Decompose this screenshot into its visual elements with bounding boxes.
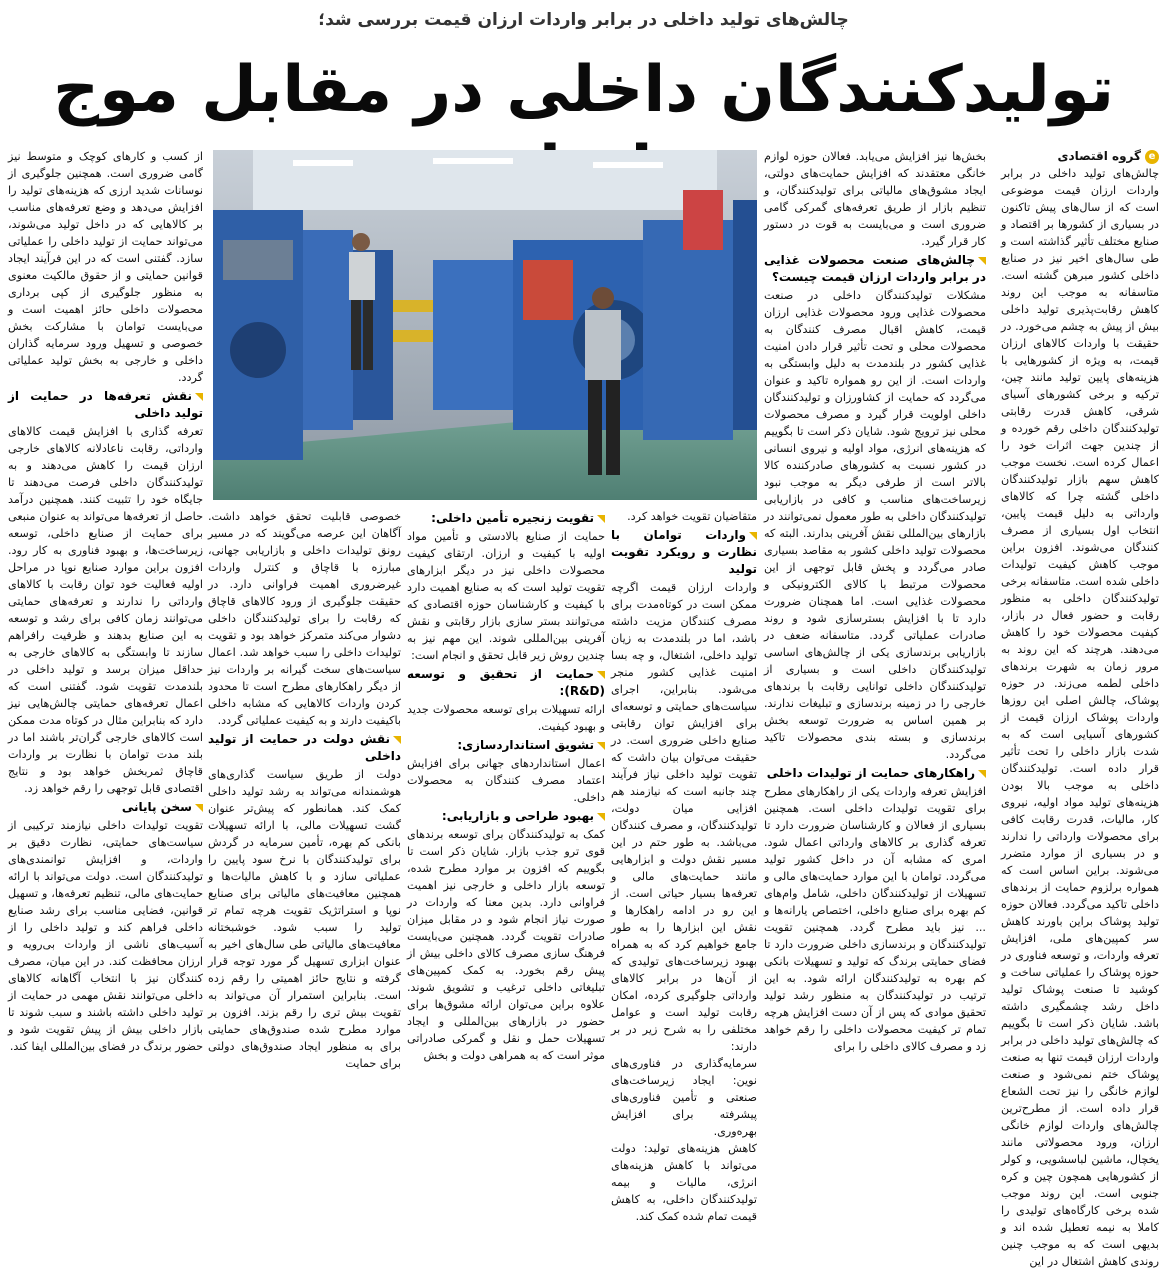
section-heading bbox=[407, 666, 605, 700]
author-name: گروه اقتصادی bbox=[1057, 149, 1141, 163]
section-heading-text: واردات توامان با نظارت و رویکرد تقویت تولید bbox=[611, 528, 757, 576]
paragraph: دولت از طریق سیاست گذاری‌های هوشمندانه می‌تواند به رشد تولید داخلی کمک کند. همانطور که پیش‌تر عنوان گشت تسهیلات مالی، با ارائه تسهیلات بانکی کم بهره، تأمین سرمایه در گردش برای تولیدکنندگان با نرخ سود پایین را عملیاتی سازد و با کاهش مالیات‌ها و همچنین معافیت‌های مالیاتی برای صنایع نوپا و استراتژیک تقویت هرچه تمام تر تولید را سبب شود. خوشبختانه معافیت‌های مالیاتی طی سال‌های اخیر به عنوان ابزاری تسهیل گر مورد توجه قرار گرفته و نتایج حائز اهمیتی را رقم زده است. بنابراین استمرار آن می‌تواند به تقویت بیش تری را رقم بزند. افزون بر موارد مطرح شده صندوق‌های حمایتی برای به منظور ایجاد صندوق‌های دولتی برای حمایت bbox=[208, 768, 401, 1070]
section-marker-icon bbox=[597, 515, 605, 523]
headline: تولیدکنندگان داخلی در مقابل موج bbox=[53, 53, 1114, 127]
paragraph: اعمال استانداردهای جهانی برای افزایش اعتماد مصرف کنندگان به محصولات داخلی. bbox=[407, 757, 605, 804]
section-heading bbox=[8, 388, 203, 422]
section-heading-text: چالش‌های صنعت محصولات غذایی در برابر واردات ارزان قیمت چیست؟ bbox=[764, 253, 986, 284]
section-heading-text: راهکارهای حمایت از تولیدات داخلی bbox=[766, 766, 975, 780]
section-marker-icon bbox=[749, 532, 757, 540]
section-marker-icon bbox=[195, 804, 203, 812]
section-heading-text: نقش تعرفه‌ها در حمایت از تولید داخلی bbox=[8, 389, 203, 420]
article-column-3 bbox=[611, 508, 757, 1223]
paragraph: سرمایه‌گذاری در فناوری‌های نوین: ایجاد زیرساخت‌های صنعتی و تأمین فناوری‌های پیشرفته برای افزایش بهره‌وری. bbox=[611, 1057, 757, 1138]
paragraph: بخش‌ها نیز افزایش می‌یابد. فعالان حوزه لوازم خانگی معتقدند که افزایش حمایت‌های دولتی، ایجاد مشوق‌های مالیاتی برای تولیدکنندگان، و تنظیم بازار از طریق تعرفه‌های گمرکی گامی ضروری است و می‌بایست به قوت در دستور کار قرار گیرد. bbox=[764, 150, 986, 248]
section-marker-icon bbox=[597, 813, 605, 821]
paragraph: افزایش تعرفه واردات یکی از راهکارهای مطرح برای تقویت تولیدات داخلی است. همچنین بسیاری از فعالان و کارشناسان ضرورت دارد تا تعرفه گذاری بر کالاهای وارداتی اعمال شود. امری که مشابه آن در داخل کشور تولید می‌گردد. توامان با این موارد حمایت‌های مالی و تسهیلات از تولیدکنندگان داخلی، شامل وام‌های کم بهره برای صنایع داخلی، اختصاص یارانه‌ها و ... نیز باید مطرح گردد. همچنین تقویت تولیدکنندگان و برندسازی داخلی ضرورت دارد تا فضای حمایتی برندگ که تولید و تسهیلات بانکی کم بهره به تولیدکنندگان ارائه شود. به این ترتیب در تولیدکنندگان به منظور رشد تولید تحقیق موادی که پس از آن دست افزایش هرچه تمام تر کیفیت محصولات داخلی را رقم خواهد زد و مصرف کالای داخلی را برای bbox=[764, 785, 986, 1053]
section-marker-icon bbox=[978, 257, 986, 265]
section-heading bbox=[611, 527, 757, 578]
section-heading bbox=[208, 731, 401, 765]
paragraph: چالش‌های تولید داخلی در برابر واردات ارزان قیمت موضوعی است که از سال‌های پیش تاکنون در بسیاری از کشورها بر اقتصاد و صنایع مختلف تأثیر گذاشته است و طی سال‌های اخیر نیز در صنایع داخلی کشور مبرهن گشته است. متاسفانه به موجب این روند کاهش رقابت‌پذیری تولید داخلی بیش از پیش به چشم می‌خورد. در حقیقت با واردات کالاهای ارزان قیمت، به ویژه از کشورهایی با هزینه‌های پایین تولید مانند چین، ترکیه و برخی کشورهای آسیای شرقی، کاهش قدرت رقابتی تولیدکنندگان داخلی رقم خورده و از چندین جهت اثرات خود را اعمال کرده است. نخست موجب کاهش سهم بازار تولیدکنندگان داخلی گشته چرا که کالاهای وارداتی به دلیل قیمت پایین، انتخاب اول بسیاری از مصرف کنندگان می‌شوند. افزون براین موجب کاهش کیفیت تولیدات داخلی شده است. متاسفانه برخی تولیدکنندگان داخلی به منظور رقابت و حضور فعال در بازار، کیفیت محصولات خود را کاهش می‌دهند. هرچند که این روند به مرور زمان به شهرت برندهای داخلی لطمه می‌زند. در حوزه پوشاک، چالش اصلی این روزها واردات پوشاک ارزان قیمت از کشورهای آسیایی است که به شدت بازار داخلی را تحت تأثیر قرار داده است. تولیدکنندگان داخلی به موجب بالا بودن هزینه‌های تولید مواد اولیه، نیروی کار، مالیات، قدرت رقابت کافی برای محصولات وارداتی را ندارند و در بسیاری از موارد متضرر می‌شوند. براین اساس است که همواره برلزوم حمایت از برندهای داخلی تاکید می‌گردد. فعالان حوزه تولید پوشاک براین باورند کاهش سر کمپین‌های ملی، افزایش تعرفه واردات، و توسعه فناوری در حوزه پوشاک را عملیاتی ساخت و کوشید تا صنعت پوشاک تولید داخل رشد چشمگیری داشته باشد. شایان ذکر است تا بگوییم که چالش‌های تولید داخلی در برابر واردات ارزان قیمت تنها به صنعت پوشاک ختم نمی‌شود و صنعت لوازم خانگی را نیز تحت الشعاع قرار داده است. از مطرح‌ترین چالش‌های واردات لوازم خانگی ارزان، ورود محصولاتی مانند یخچال، ماشین لباسشویی، و کولر از کشورهایی همچون چین و کره جنوبی است. این روند موجب شده برخی کارگاه‌های تولیدی را کاملا به نیمه تعطیل شده اند و بدیهی است که به موجب چنین روندی کاهش اشتغال در این bbox=[1001, 167, 1159, 1268]
paragraph: ارائه تسهیلات برای توسعه محصولات جدید و بهبود کیفیت. bbox=[407, 703, 605, 733]
section-heading-text: سخن پایانی bbox=[121, 800, 192, 814]
paragraph: کاهش هزینه‌های تولید: دولت می‌تواند با کاهش هزینه‌های انرژی، مالیات و بیمه تولیدکنندگان داخلی، به کاهش قیمت تمام شده کمک کند. bbox=[611, 1142, 757, 1223]
section-heading-text: حمایت از تحقیق و توسعه (R&D): bbox=[407, 667, 605, 698]
section-heading-text: نقش دولت در حمایت از تولید داخلی bbox=[208, 732, 401, 763]
factory-floor-image bbox=[213, 150, 757, 500]
article-column-1 bbox=[1001, 148, 1159, 1268]
section-heading bbox=[8, 799, 203, 816]
section-heading bbox=[764, 765, 986, 782]
section-marker-icon bbox=[597, 742, 605, 750]
section-heading-text: بهبود طراحی و بازاریابی: bbox=[441, 809, 594, 823]
section-heading bbox=[407, 737, 605, 754]
section-marker-icon bbox=[195, 393, 203, 401]
article-column-5 bbox=[208, 508, 401, 1070]
article-column-2 bbox=[764, 148, 986, 1053]
section-heading-text: تقویت زنجیره تأمین داخلی: bbox=[431, 511, 594, 525]
paragraph: واردات ارزان قیمت اگرچه ممکن است در کوتاه‌مدت برای مصرف کنندگان مزیت داشته باشد، اما در بلندمدت به زیان تولید داخلی، اشتغال، و چه بسا امنیت غذایی کشور منجر می‌شود. بنابراین، اجرای سیاست‌های حمایتی و توسعه‌ای برای افزایش توان رقابتی صنایع داخلی ضروری است. در حقیقت می‌توان بیان داشت که تقویت تولید داخلی نیاز فرآیند چند جانبه است که نیازمند هم افزایی میان دولت، تولیدکنندگان، و مصرف کنندگان می‌باشد. به طور حتم در این مسیر نقش دولت و ابزارهایی مانند حمایت‌های مالی و تعرفه‌ها بسیار حیاتی است. از این رو در ادامه راهکارها و نقش این ابزارها را به طور جامع خواهیم کرد که به همراه بهبود زیرساخت‌های تولیدی که از آن‌ها در برابر کالاهای وارداتی جلوگیری کرده، امکان رقابت تولید است و عوامل مختلفی را به شرح زیر در بر دارند: bbox=[611, 581, 757, 1053]
section-heading bbox=[407, 808, 605, 825]
paragraph: تعرفه گذاری با افزایش قیمت کالاهای وارداتی، رقابت ناعادلانه کالاهای خارجی ارزان قیمت را کاهش می‌دهند و به تولیدکنندگان داخلی فرصت می‌دهند تا جایگاه خود را تثبیت کنند. همچنین درآمد حاصل از تعرفه‌ها می‌تواند به عنوان منبعی برای حمایت از صنایع داخلی، توسعه زیرساخت‌ها، و بهبود فناوری به کار رود. افزون براین موارد صنایع نوپا در مراحل اولیه فعالیت خود توان رقابت با کالاهای وارداتی را ندارند و تعرفه‌های حمایتی می‌توانند زمان کافی برای رشد و توسعه به این صنایع بدهند و ظرفیت رافراهم سازند تا وابستگی به کالاهای خارجی به حداقل میزان برسد و تولید داخلی در بلندمدت تقویت شود. گفتنی است که اعمال تعرفه‌های حمایتی چالش‌هایی نیز دارد که بنابراین مثال در کوتاه مدت ممکن است کالاهای خارجی گران‌تر باشند اما در بلند مدت توامان با نظارت بر واردات قاچاق ثمربخش خواهد بود و نتایج اقتصادی قابل توجهی را رقم خواهد زد. bbox=[8, 425, 203, 795]
author-line bbox=[1001, 148, 1159, 165]
newspaper-logo-icon: e bbox=[1145, 150, 1159, 164]
section-marker-icon bbox=[393, 736, 401, 744]
factory-photo bbox=[213, 150, 757, 500]
paragraph: حمایت از صنایع بالادستی و تأمین مواد اولیه با کیفیت و ارزان. ارتقای کیفیت محصولات داخلی نیز در دیگر ابزارهای تقویت تولید است که به صنایع اهمیت دارد با کیفیت و کارشناسان حوزه اقتصادی که می‌توانند بستر سازی بازار رقابتی و نقش آفرینی بین‌المللی شوند. این مهم نیز به چندین روش زیر قابل تحقق و انجام است: bbox=[407, 530, 605, 662]
section-heading bbox=[407, 510, 605, 527]
article-column-4 bbox=[407, 508, 605, 1062]
section-marker-icon bbox=[978, 770, 986, 778]
section-heading bbox=[764, 252, 986, 286]
paragraph: متقاضیان تقویت خواهد کرد. bbox=[627, 510, 757, 523]
article-column-6 bbox=[8, 148, 203, 1053]
paragraph: تقویت تولیدات داخلی نیازمند ترکیبی از سیاست‌های حمایتی، نظارت دقیق بر واردات، و افزایش توانمندی‌های تولیدکنندگان است. دولت می‌تواند با ارائه حمایت‌های مالی، تنظیم تعرفه‌ها، و تسهیل قوانین، فضایی مناسب برای رشد صنایع داخلی فراهم کند و تولید داخلی را از آسیب‌های ناشی از واردات بی‌رویه و ارزان محافظت کند. در این میان، مصرف کنندگان نیز با انتخاب آگاهانه کالاهای داخلی می‌توانند نقش مهمی در حمایت از تولید داخلی داشته باشند و سبب شوند تا بازار داخلی بیش از پیش تقویت شود و حضور برندگ در فضای بین‌المللی ایفا کند. bbox=[8, 819, 203, 1053]
paragraph: خصوصی قابلیت تحقق خواهد داشت. آگاهان این عرصه می‌گویند که در مسیر رونق تولیدات داخلی و بازاریابی جهانی، مبارزه با قاچاق و کنترل واردات غیرضروری اهمیت فراوانی دارد. در حقیقت جلوگیری از ورود کالاهای قاچاق که رقابت را برای تولیدکنندگان داخلی دشوار می‌کند متمرکز خواهد بود و تقویت تولیدات داخلی را سبب خواهد شد. اعمال سیاست‌های سخت گیرانه بر واردات نیز از دیگر راهکارهای مطرح است تا محدود کردن واردات کالاهایی که مشابه داخلی باکیفیت دارند و به کیفیت عملیاتی گردد. bbox=[208, 510, 401, 727]
section-heading-text: تشویق استانداردسازی: bbox=[457, 738, 594, 752]
paragraph: کمک به تولیدکنندگان برای توسعه برندهای قوی ترو جذب بازار. شایان ذکر است تا بگوییم که افزون بر موارد مطرح شده، توسعه بازار داخلی و خارجی نیز اهمیت فراوانی دارد. بدین معنا که واردات در صورت نیاز انجام شود و در مقابل میزان صادرات تقویت گردد. همچنین می‌بایست فرهنگ سازی مصرف کالای داخلی بیش از پیش رقم بخورد. به کمک کمپین‌های تبلیغاتی داخلی ترغیب و تشویق شوند. علاوه براین می‌توان ارائه مشوق‌ها برای حضور در بازارهای بین‌المللی و ایجاد تسهیلات حمل و نقل و گمرکی صادراتی موثر است که به همراهی دولت و بخش bbox=[407, 828, 605, 1062]
paragraph: از کسب و کارهای کوچک و متوسط نیز گامی ضروری است. همچنین جلوگیری از نوسانات شدید ارزی که هزینه‌های تولید را افزایش می‌دهد و وضع تعرفه‌های مناسب بر کالاهایی که در داخل تولید می‌شوند، می‌تواند حمایت از تولید داخلی را عملیاتی سازد. گفتنی است که در این فرآیند ایجاد قوانین حمایتی و از حقوق مالکیت معنوی به منظور جلوگیری از کپی برداری محصولات داخلی حائز اهمیت است و می‌بایست توامان با مشارکت بخش خصوصی و تسهیل ورود سرمایه گذاران داخلی و خارجی به بخش تولید عملیاتی گردد. bbox=[8, 150, 203, 384]
subheadline: چالش‌های تولید داخلی در برابر واردات ارزان قیمت بررسی شد؛ bbox=[318, 10, 849, 30]
paragraph: مشکلات تولیدکنندگان داخلی در صنعت محصولات غذایی ورود محصولات غذایی ارزان قیمت، کاهش اقبال مصرف کنندگان به محصولات محلی و تحت تأثیر قرار دادن امنیت غذایی کشور در بلندمدت به دلیل وابستگی به واردات است. از این رو همواره تاکید و عنوان می‌گردد که حمایت از کشاورزان و تولیدکنندگان داخلی اولویت قرار گیرد و مصرف محصولات محلی نیز ترویج شود. شایان ذکر است تا بگوییم که هزینه‌های انرژی، مواد اولیه و نیروی انسانی در کشور نسبت به کشورهای صادرکننده کالا بالاتر است از طرفی دیگر به موجب نبود زیرساخت‌های مناسب و کافی در بازاریابی تولیدکنندگان داخلی به طور معمول نمی‌توانند در بازارهای بین‌المللی نقش آفرینی بدارند. البته که محصولات تولید داخلی کشور به مقاصد بسیاری صادر می‌گردد و پخش قابل توجهی از این محصولات مرتبط با کالای الکترونیکی و محصولات غذایی است. اما همچنان ضرورت دارد تا با افزایش بسترسازی شود و روند صادرات عملیاتی گردد. متاسفانه ضعف در بازاریابی برندسازی یکی از چالش‌های اساسی تولیدکنندگان داخلی است و بسیاری از تولیدکنندگان داخلی توانایی رقابت با برندهای خارجی را در زمینه برندسازی و تبلیغات ندارند. بر همین اساس به ضرورت توسعه بخش برندسازی و بسته بندی محصولات تاکید می‌گردد. bbox=[764, 289, 986, 761]
section-marker-icon bbox=[597, 671, 605, 679]
